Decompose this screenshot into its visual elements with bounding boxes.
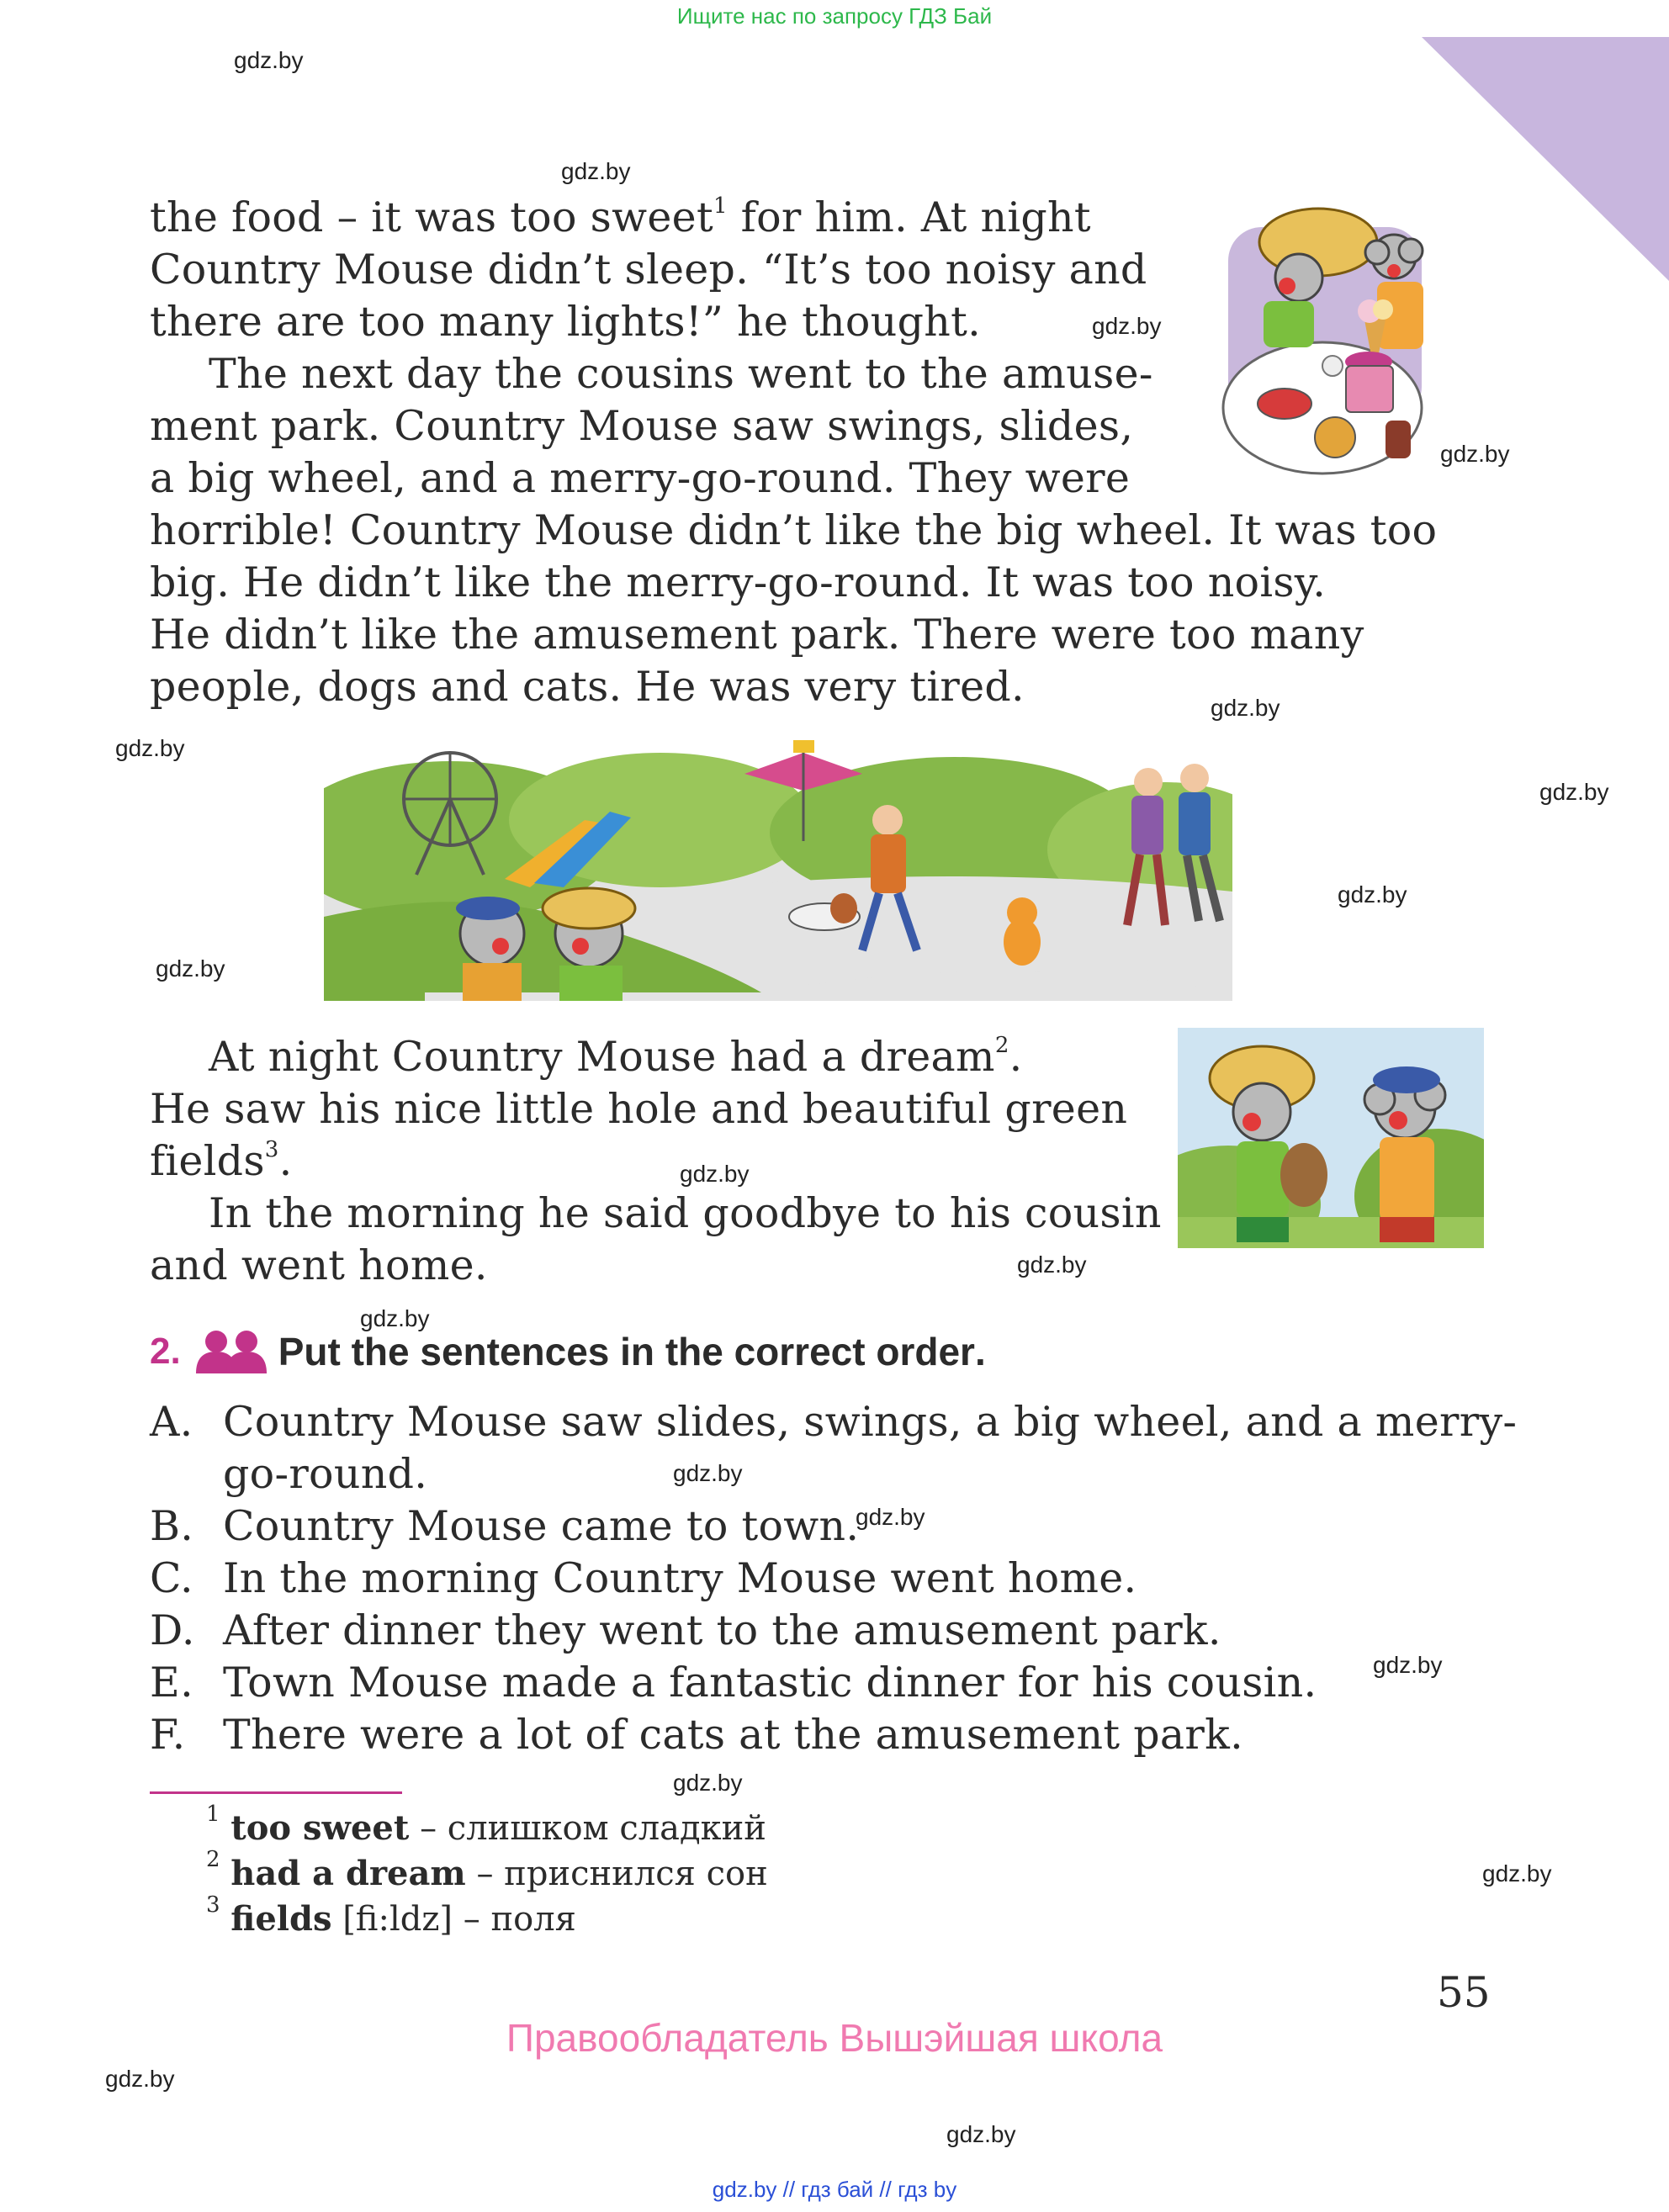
story-line: horrible! Country Mouse didn’t like the big wheel. It was too [150, 506, 1438, 554]
watermark: gdz.by [673, 1770, 743, 1796]
list-item-text: Country Mouse came to town. [223, 1502, 860, 1550]
watermark: gdz.by [115, 735, 185, 761]
watermark: gdz.by [1373, 1652, 1443, 1678]
amusement-park-illustration [324, 740, 1232, 1001]
story-line: At night Country Mouse had a dream$^2$. [209, 1033, 1023, 1081]
list-item-text: In the morning Country Mouse went home. [223, 1554, 1137, 1602]
watermark: gdz.by [1539, 779, 1609, 805]
footnote: $^1$ too sweet – слишком сладкий [206, 1802, 766, 1848]
task-number: 2. [150, 1331, 181, 1372]
footnote-divider [150, 1791, 402, 1794]
list-item-text: After dinner they went to the amusement park. [223, 1606, 1221, 1654]
story-line: people, dogs and cats. He was very tired. [150, 663, 1025, 711]
watermark: gdz.by [1092, 313, 1162, 339]
story-line: The next day the cousins went to the amuse- [209, 350, 1153, 398]
story-line: ment park. Country Mouse saw swings, slides, [150, 402, 1134, 450]
copyright-notice: Правообладатель Вышэйшая школа [506, 2016, 1163, 2060]
watermark: gdz.by [561, 158, 631, 184]
list-item: F. [150, 1711, 186, 1759]
watermark: gdz.by [1338, 881, 1407, 908]
watermark: gdz.by [360, 1305, 430, 1331]
watermark: gdz.by [1211, 695, 1280, 721]
list-item: C. [150, 1554, 193, 1602]
watermark: gdz.by [1482, 1860, 1552, 1887]
story-line: a big wheel, and a merry-go-round. They were [150, 454, 1131, 502]
story-line: fields$^3$. [150, 1137, 293, 1185]
list-item: E. [150, 1659, 193, 1707]
dinner-illustration [1221, 193, 1457, 479]
pair-work-icon [193, 1330, 270, 1373]
watermark: gdz.by [105, 2066, 175, 2092]
goodbye-illustration [1178, 1028, 1484, 1248]
footnote: $^2$ had a dream – приснился сон [206, 1847, 768, 1893]
list-item-text: Country Mouse saw slides, swings, a big wheel, and a merry- [223, 1398, 1518, 1446]
top-banner[interactable]: Ищите нас по запросу ГДЗ Бай [676, 3, 993, 29]
watermark: gdz.by [1440, 441, 1510, 467]
task-heading: 2. Put the sentences in the correct order . [150, 1330, 986, 1373]
footnote: $^3$ fields [fi:ldz] – поля [206, 1892, 576, 1939]
story-line: and went home. [150, 1241, 488, 1289]
footnote-ref: 3 [264, 1137, 279, 1162]
watermark: gdz.by [234, 47, 304, 73]
watermark: gdz.by [673, 1460, 743, 1486]
footnote-ref: 1 [713, 193, 728, 219]
watermark: gdz.by [680, 1161, 750, 1187]
list-item: A. [150, 1398, 193, 1446]
story-line: In the morning he said goodbye to his cousin [209, 1189, 1162, 1237]
story-line: He didn’t like the amusement park. There were too many [150, 611, 1364, 659]
list-item: B. [150, 1502, 194, 1550]
page-number: 55 [1437, 1968, 1491, 2017]
story-line: He saw his nice little hole and beautiful green [150, 1085, 1128, 1133]
list-item-text: Town Mouse made a fantastic dinner for his cousin. [223, 1659, 1317, 1707]
list-item: D. [150, 1606, 195, 1654]
list-item-text: There were a lot of cats at the amusement park. [223, 1711, 1244, 1759]
footer-links[interactable]: gdz.by // гдз бай // гдз by [712, 2177, 957, 2202]
list-item-text: go-round. [223, 1450, 428, 1498]
story-line: big. He didn’t like the merry-go-round. It was too noisy. [150, 558, 1327, 606]
story-line: the food – it was too sweet$^1$ for him. At night [150, 193, 1091, 241]
story-line: Country Mouse didn’t sleep. “It’s too noisy and [150, 246, 1147, 294]
footnote-ref: 2 [994, 1033, 1009, 1058]
task-title: Put the sentences in the correct order [278, 1330, 975, 1373]
watermark: gdz.by [856, 1504, 925, 1530]
corner-triangle [1422, 37, 1669, 281]
watermark: gdz.by [156, 955, 225, 982]
story-line: there are too many lights!” he thought. [150, 298, 981, 346]
watermark: gdz.by [1017, 1252, 1087, 1278]
watermark: gdz.by [946, 2121, 1016, 2147]
